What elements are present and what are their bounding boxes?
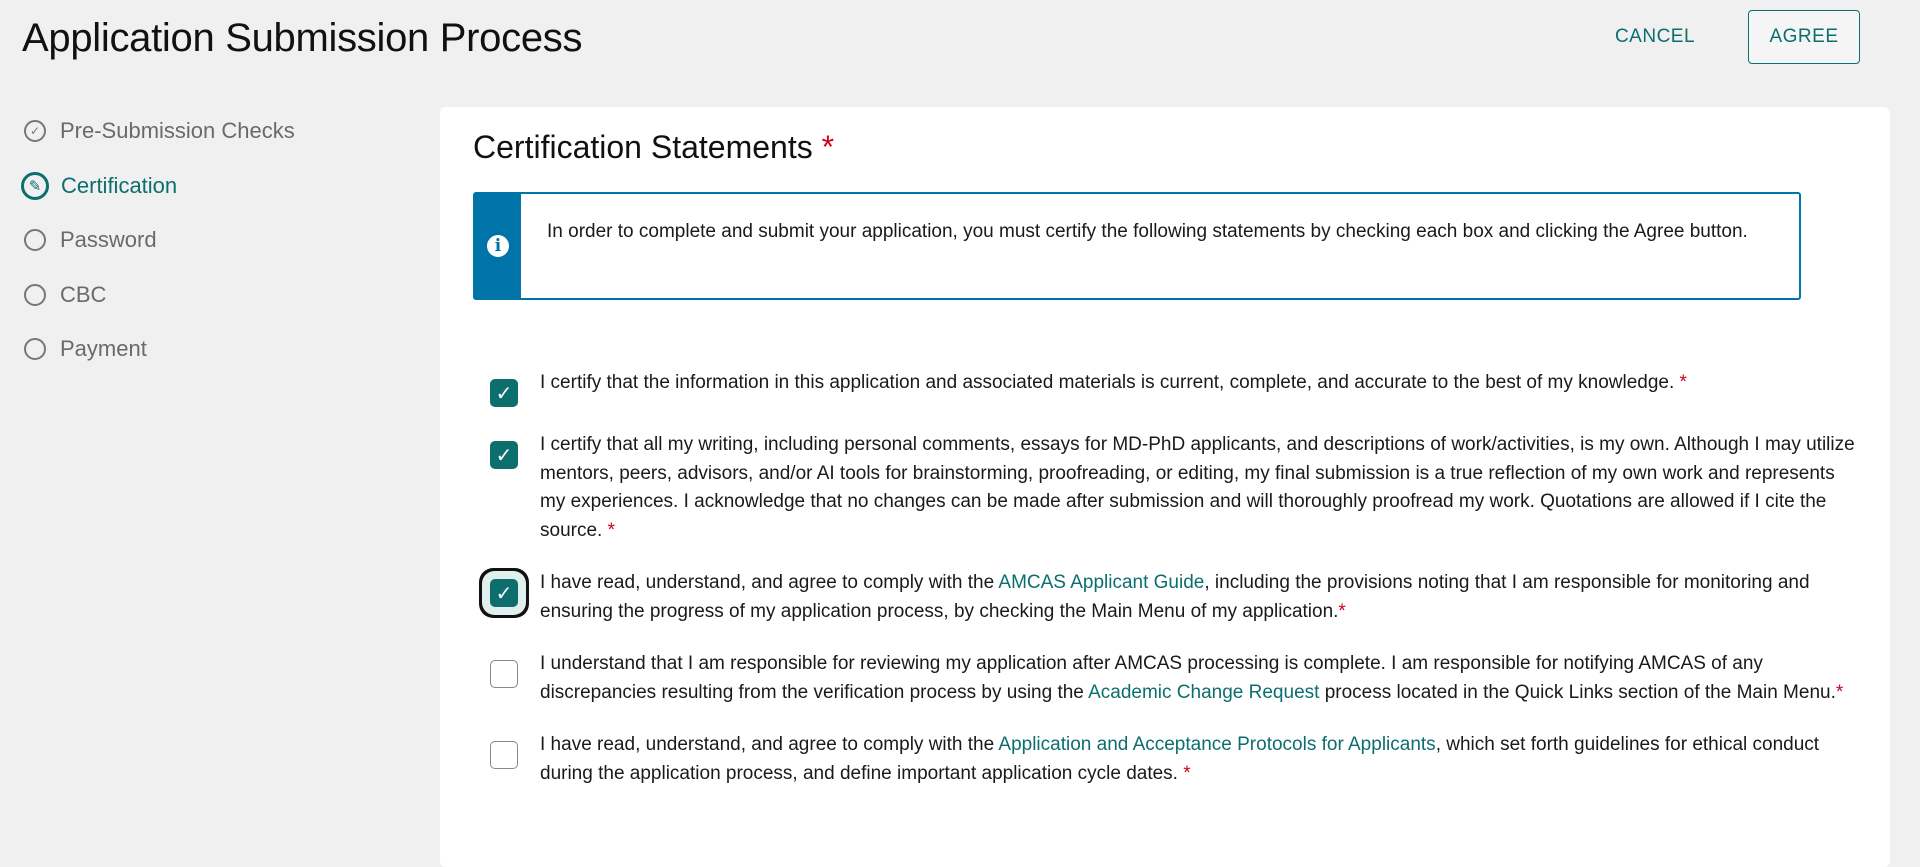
statement-text-part: I certify that all my writing, including personal comments, essays for MD-PhD applicants, and descriptions of work/activities, is my own. Although I may utilize mentors, peers, advisors, and/or AI tools for brainstorming, proofreading, or editing, my final submission is a true reflection of my own work and represents my experiences. I acknowledge that no changes can be made after submission and will thoroughly proofread my work. Quotations are allowed if I cite the source. xyxy=(540,434,1855,541)
statement-item xyxy=(478,369,1858,407)
statement-item xyxy=(478,650,1858,707)
statement-checkbox[interactable] xyxy=(490,660,518,688)
empty-circle-icon xyxy=(24,338,46,360)
info-bar xyxy=(475,194,521,298)
statement-text-part: I understand that I am responsible for reviewing my application after AMCAS processing is complete. I am responsible for notifying AMCAS of any discrepancies resulting from the verification process by using the xyxy=(540,653,1763,703)
statement-text-part: I certify that the information in this application and associated materials is current, complete, and accurate to the best of my knowledge. xyxy=(540,372,1680,393)
statement-text-part: process located in the Quick Links section of the Main Menu. xyxy=(1319,681,1836,703)
statement-item xyxy=(478,431,1858,545)
statement-checkbox[interactable]: ✓ xyxy=(490,441,518,469)
check-circle-icon: ✓ xyxy=(24,120,46,142)
statement-text-part: , including the provisions noting that I am responsible for monitoring and ensuring the progress of my application process, by checking the Main Menu of my application. xyxy=(540,572,1810,622)
statement-link[interactable]: AMCAS Applicant Guide xyxy=(998,572,1205,593)
statement-text-part: I have read, understand, and agree to comply with the xyxy=(540,734,999,755)
required-mark: * xyxy=(1835,681,1844,703)
step-label: Payment xyxy=(60,336,147,362)
statement-list xyxy=(478,369,1858,812)
statement-checkbox[interactable] xyxy=(490,741,518,769)
required-mark: * xyxy=(607,519,615,541)
empty-circle-icon xyxy=(24,229,46,251)
statement-text xyxy=(540,650,1858,707)
statement-checkbox[interactable]: ✓ xyxy=(490,579,518,607)
statement-item xyxy=(478,569,1858,626)
page-title: Application Submission Process xyxy=(22,16,583,60)
statement-text xyxy=(540,369,1687,398)
required-mark: * xyxy=(821,129,835,165)
step-cbc[interactable] xyxy=(24,268,295,323)
step-label: Certification xyxy=(61,172,178,198)
statement-text xyxy=(540,731,1858,788)
statement-text xyxy=(540,569,1858,626)
step-label: Password xyxy=(60,227,157,253)
required-mark: * xyxy=(1338,600,1346,622)
card-title xyxy=(473,129,834,166)
info-banner xyxy=(473,192,1801,300)
cancel-button[interactable]: CANCEL xyxy=(1600,10,1710,64)
pencil-circle-icon: ✎ xyxy=(21,172,49,200)
empty-circle-icon xyxy=(24,284,46,306)
statement-text-part: I have read, understand, and agree to comply with the xyxy=(540,572,999,593)
statement-link[interactable]: Application and Acceptance Protocols for Applicants xyxy=(998,734,1436,755)
step-payment[interactable] xyxy=(24,322,295,377)
agree-button[interactable]: AGREE xyxy=(1748,10,1860,64)
statement-checkbox[interactable]: ✓ xyxy=(490,379,518,407)
statement-link[interactable]: Academic Change Request xyxy=(1088,681,1320,703)
step-label: CBC xyxy=(60,281,107,307)
certification-card xyxy=(440,107,1890,867)
step-pre-submission-checks[interactable] xyxy=(24,104,295,159)
statement-text-part: , which set forth guidelines for ethical conduct during the application process, and define important application cycle dates. xyxy=(540,734,1820,784)
required-mark: * xyxy=(1183,762,1191,784)
statement-item xyxy=(478,731,1858,788)
step-certification[interactable] xyxy=(24,159,295,214)
info-text: In order to complete and submit your application, you must certify the following statements by checking each box and clicking the Agree button. xyxy=(547,221,1748,242)
step-label: Pre-Submission Checks xyxy=(60,118,295,144)
step-nav xyxy=(24,104,295,377)
required-mark: * xyxy=(1679,372,1687,393)
step-password[interactable] xyxy=(24,213,295,268)
card-title-text: Certification Statements xyxy=(473,129,813,165)
info-icon: i xyxy=(487,235,509,257)
statement-text xyxy=(540,431,1858,545)
